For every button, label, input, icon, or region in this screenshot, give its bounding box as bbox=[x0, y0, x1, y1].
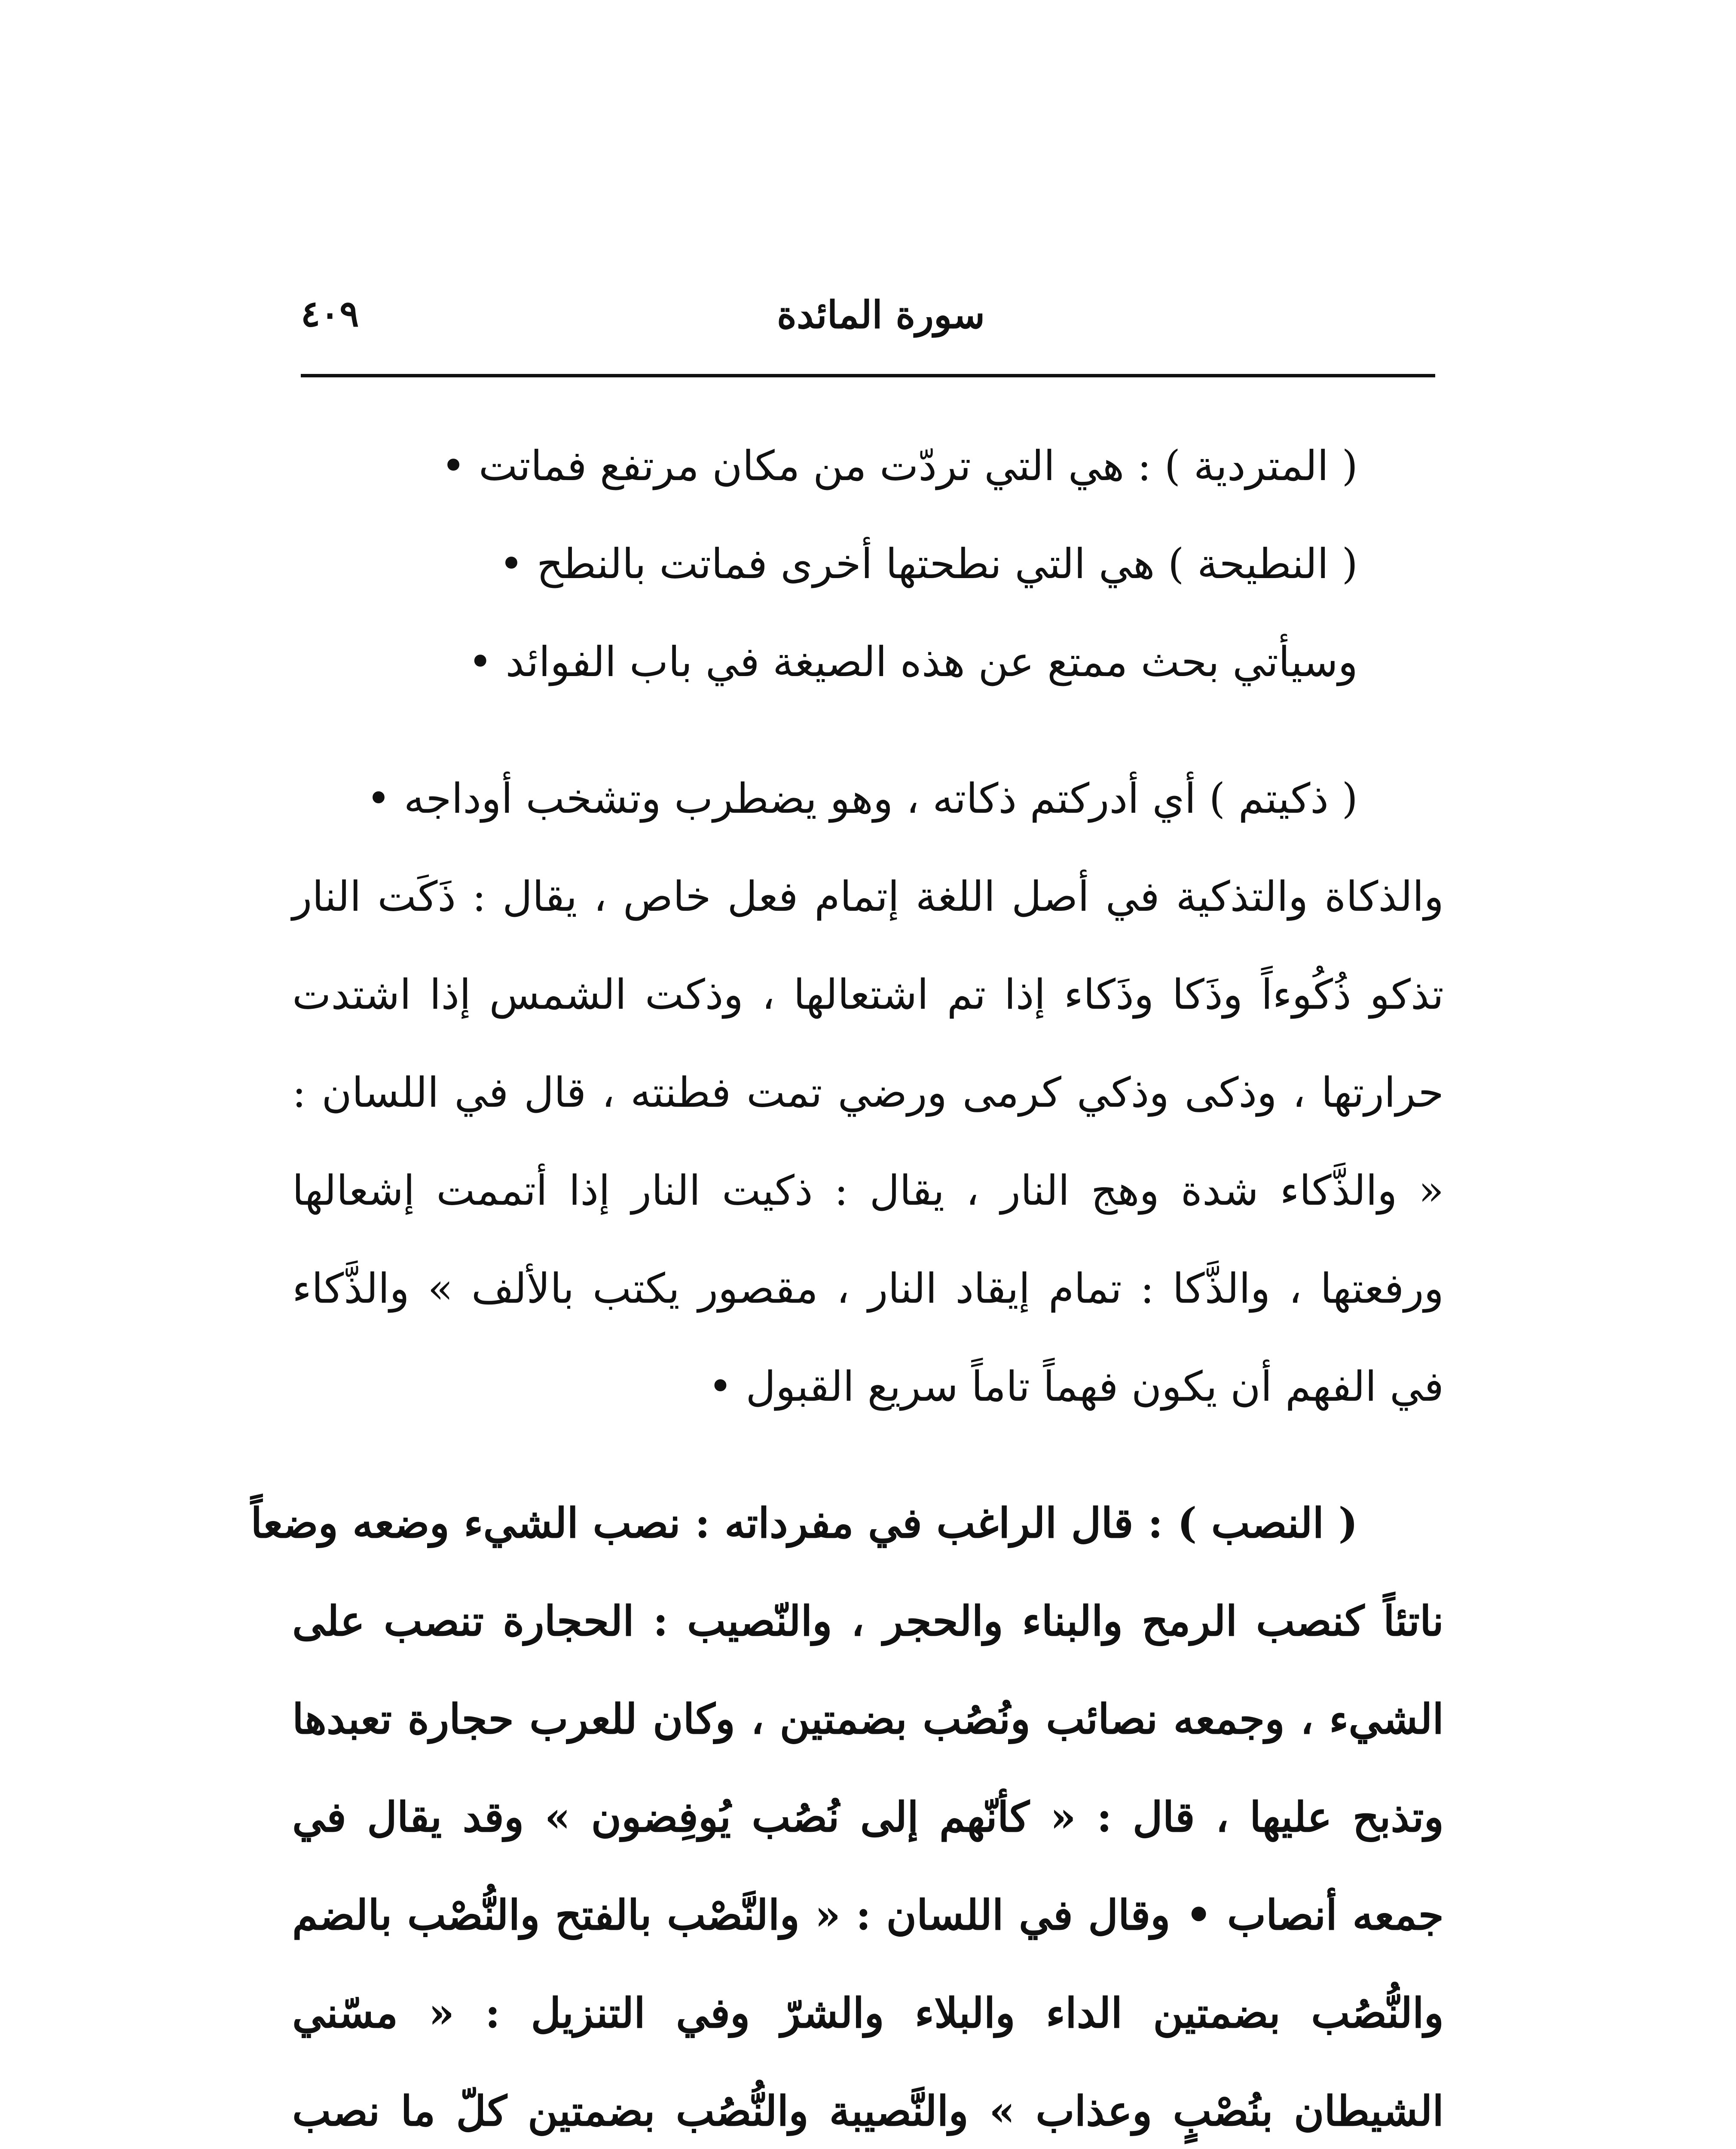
paragraph-dhakkaytum-lead: ( ذكيتم ) أي أدركتم ذكاته ، وهو يضطرب وتشخب أوداجه • bbox=[366, 774, 1358, 823]
paragraph-nusub-lead: ( النصب ) : قال الراغب في مفرداته : نصب الشيء وضعه وضعاً bbox=[251, 1499, 1358, 1547]
paragraph-dhakkaytum-body: والذكاة والتذكية في أصل اللغة إتمام فعل خاص ، يقال : ذَكَت النار تذكو ذُكُوءاً وذَكا وذَكاء إذا تم اشتعالها ، وذكت الشمس إذا اشتدت حرارتها ، وذكى وذكي كرمى ورضي تمت فطنته ، قال في اللسان : « والذَّكاء شدة وهج النار ، يقال : ذكيت النار إذا أتممت إشعالها ورفعتها ، والذَّكا : تمام إيقاد النار ، مقصور يكتب بالألف » والذَّكاء في الفهم أن يكون فهماً تاماً سريع القبول • bbox=[292, 872, 1444, 1411]
line-mutaraddiya: ( المتردية ) : هي التي تردّت من مكان مرتفع فماتت • bbox=[441, 442, 1358, 490]
line-natiha: ( النطيحة ) هي التي نطحتها أخرى فماتت بالنطح • bbox=[499, 540, 1358, 588]
paragraph-gap bbox=[292, 711, 1444, 750]
paragraph-nusub bbox=[251, 1474, 1444, 2149]
paragraph-nusub-body: ناتئاً كنصب الرمح والبناء والحجر ، والنّصيب : الحجارة تنصب على الشيء ، وجمعه نصائب ونُصُب بضمتين ، وكان للعرب حجارة تعبدها وتذبح عليها ، قال : « كأنّهم إلى نُصُب يُوفِضون » وقد يقال في جمعه أنصاب • وقال في اللسان : « والنَّصْب بالفتح والنُّصْب بالضم والنُّصُب بضمتين الداء والبلاء والشرّ وفي التنزيل : « مسّني الشيطان بنُصْبٍ وعذاب » والنَّصيبة والنُّصُب بضمتين كلّ ما نصب bbox=[292, 1597, 1444, 2135]
paragraph-gap bbox=[292, 1436, 1444, 1474]
paragraph-dhakkaytum bbox=[292, 750, 1444, 1436]
page-body bbox=[251, 417, 1444, 2149]
page-header bbox=[301, 284, 1435, 352]
surah-title: سورة المائدة bbox=[776, 292, 985, 337]
page-number: ٤٠٩ bbox=[301, 292, 359, 335]
header-divider bbox=[301, 374, 1435, 377]
line-wasaya: وسيأتي بحث ممتع عن هذه الصيغة في باب الفوائد • bbox=[468, 638, 1358, 686]
